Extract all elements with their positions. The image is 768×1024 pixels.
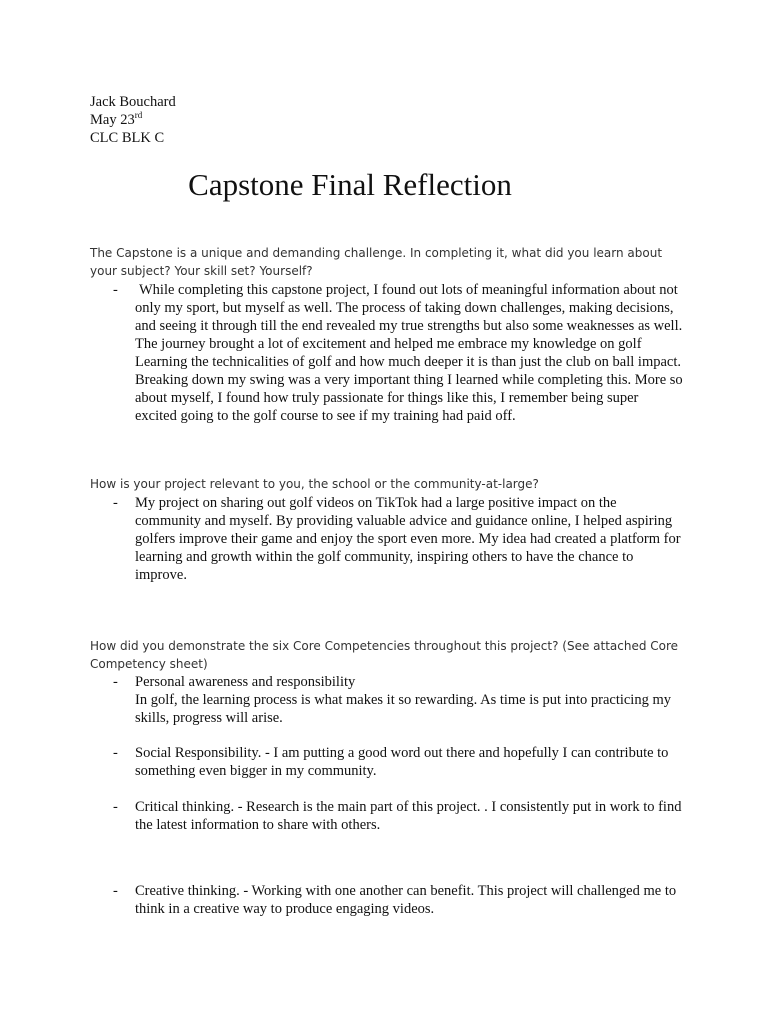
date-ordinal-suffix: rd: [134, 110, 143, 120]
bullet-dash: -: [113, 745, 118, 761]
competency-text: Critical thinking. - Research is the main part of this project. . I consistently put in work to find the latest information to share with others.: [135, 799, 682, 833]
document-title: Capstone Final Reflection: [188, 167, 512, 202]
competency-creative-thinking: [90, 882, 690, 918]
answer-2: [90, 494, 690, 584]
competency-heading: Personal awareness and responsibility: [135, 674, 356, 690]
document-header: [90, 93, 176, 147]
answer-1: [90, 281, 690, 425]
question-3: How did you demonstrate the six Core Competencies throughout this project? (See attached Core Competency sheet): [90, 639, 679, 671]
bullet-dash: -: [113, 674, 118, 690]
competency-critical-thinking: [90, 798, 690, 834]
competency-social-responsibility: [90, 744, 690, 780]
bullet-dash: -: [113, 883, 118, 899]
author-name: Jack Bouchard: [90, 94, 176, 110]
date-text: May 23: [90, 112, 135, 128]
bullet-dash: -: [113, 495, 118, 511]
competency-text: Creative thinking. - Working with one another can benefit. This project will challenged me to think in a creative way to produce engaging videos.: [135, 883, 677, 917]
bullet-dash: -: [113, 282, 118, 298]
class-block: CLC BLK C: [90, 130, 165, 146]
document-date: [90, 111, 176, 129]
question-2: How is your project relevant to you, the school or the community-at-large?: [90, 477, 539, 491]
competency-text: In golf, the learning process is what makes it so rewarding. As time is put into practicing my skills, progress will arise.: [135, 692, 671, 726]
competency-personal-awareness: [90, 673, 690, 727]
bullet-dash: -: [113, 799, 118, 815]
answer-text: My project on sharing out golf videos on TikTok had a large positive impact on the community and myself. By providing valuable advice and guidance online, I helped aspiring golfers improve their game and enjoy the sport even more. My idea had created a platform for learning and growth within the golf community, inspiring others to have the chance to improve.: [135, 495, 681, 583]
competency-text: Social Responsibility. - I am putting a good word out there and hopefully I can contribute to something even bigger in my community.: [135, 745, 669, 779]
question-1: The Capstone is a unique and demanding challenge. In completing it, what did you learn about your subject? Your skill set? Yourself?: [90, 246, 663, 278]
answer-text: While completing this capstone project, I found out lots of meaningful information about not only my sport, but myself as well. The process of taking down challenges, making decisions, and seeing it through till the end revealed my true strengths but also some weaknesses as well. The journey brought a lot of excitement and helped me embrace my knowledge on golf Learning the technicalities of golf and how much deeper it is than just the club on ball impact. Breaking down my swing was a very important thing I learned while completing this. More so about myself, I found how truly passionate for things like this, I remember being super excited going to the golf course to see if my training had paid off.: [135, 282, 683, 424]
